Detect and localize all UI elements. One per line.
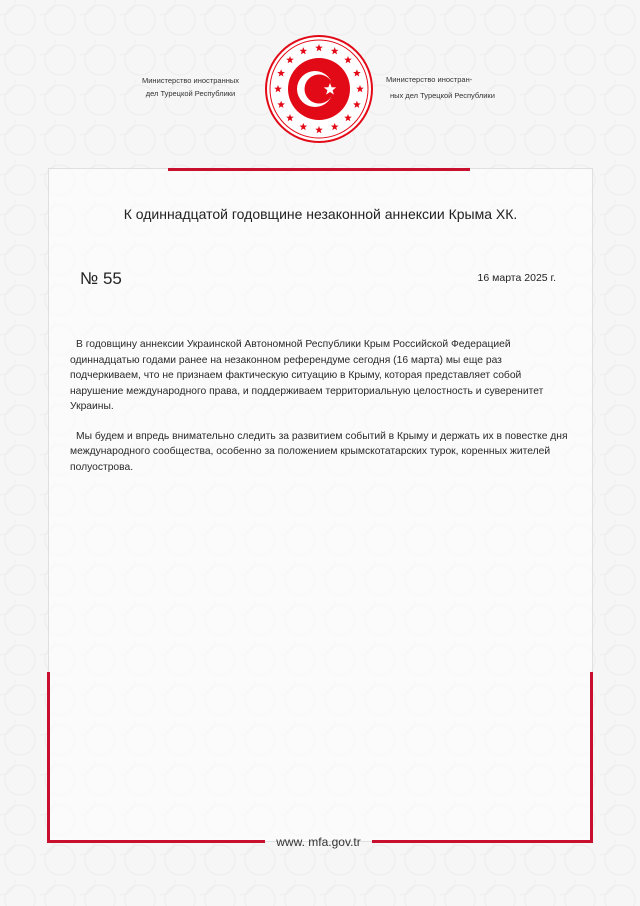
corner-bottom-left-vertical	[47, 672, 50, 842]
document-body	[70, 337, 570, 489]
top-accent-line	[168, 168, 470, 171]
document-title: К одиннадцатой годовщине незаконной аннексии Крыма ХК.	[123, 206, 518, 222]
ministry-name-right	[386, 72, 511, 104]
ministry-emblem-icon	[264, 34, 374, 144]
document-date: 16 марта 2025 г.	[477, 272, 556, 284]
ministry-name-right-line2: ных дел Турецкой Республики	[390, 91, 495, 100]
ministry-name-left-line2: дел Турецкой Республики	[145, 89, 236, 98]
ministry-name-right-line1: Министерство иностран-	[386, 75, 473, 84]
paragraph-2: Мы будем и впредь внимательно следить за развитием событий в Крыму и держать их в повестке дня международного сообщества, особенно за положением крымскотатарских турок, коренных жителей полуострова.	[70, 430, 568, 473]
corner-bottom-right-horizontal	[372, 840, 593, 843]
ministry-name-left	[128, 74, 253, 100]
document-frame	[48, 168, 593, 842]
footer-url: www. mfa.gov.tr	[276, 835, 361, 849]
document-number: № 55	[80, 269, 122, 288]
ministry-name-left-line1: Министерство иностранных	[141, 76, 239, 85]
corner-bottom-right-vertical	[590, 672, 593, 842]
paragraph-1: В годовщину аннексии Украинской Автономной Республики Крым Российской Федерацией одиннадцатью годами ранее на незаконном референдуме сегодня (16 марта) мы еще раз подчеркиваем, что не признаем фактическую ситуацию в Крыму, которая представляет собой нарушение международного права, и поддерживаем территориальную целостность и суверенитет Украины.	[70, 339, 544, 412]
corner-bottom-left-horizontal	[47, 840, 265, 843]
